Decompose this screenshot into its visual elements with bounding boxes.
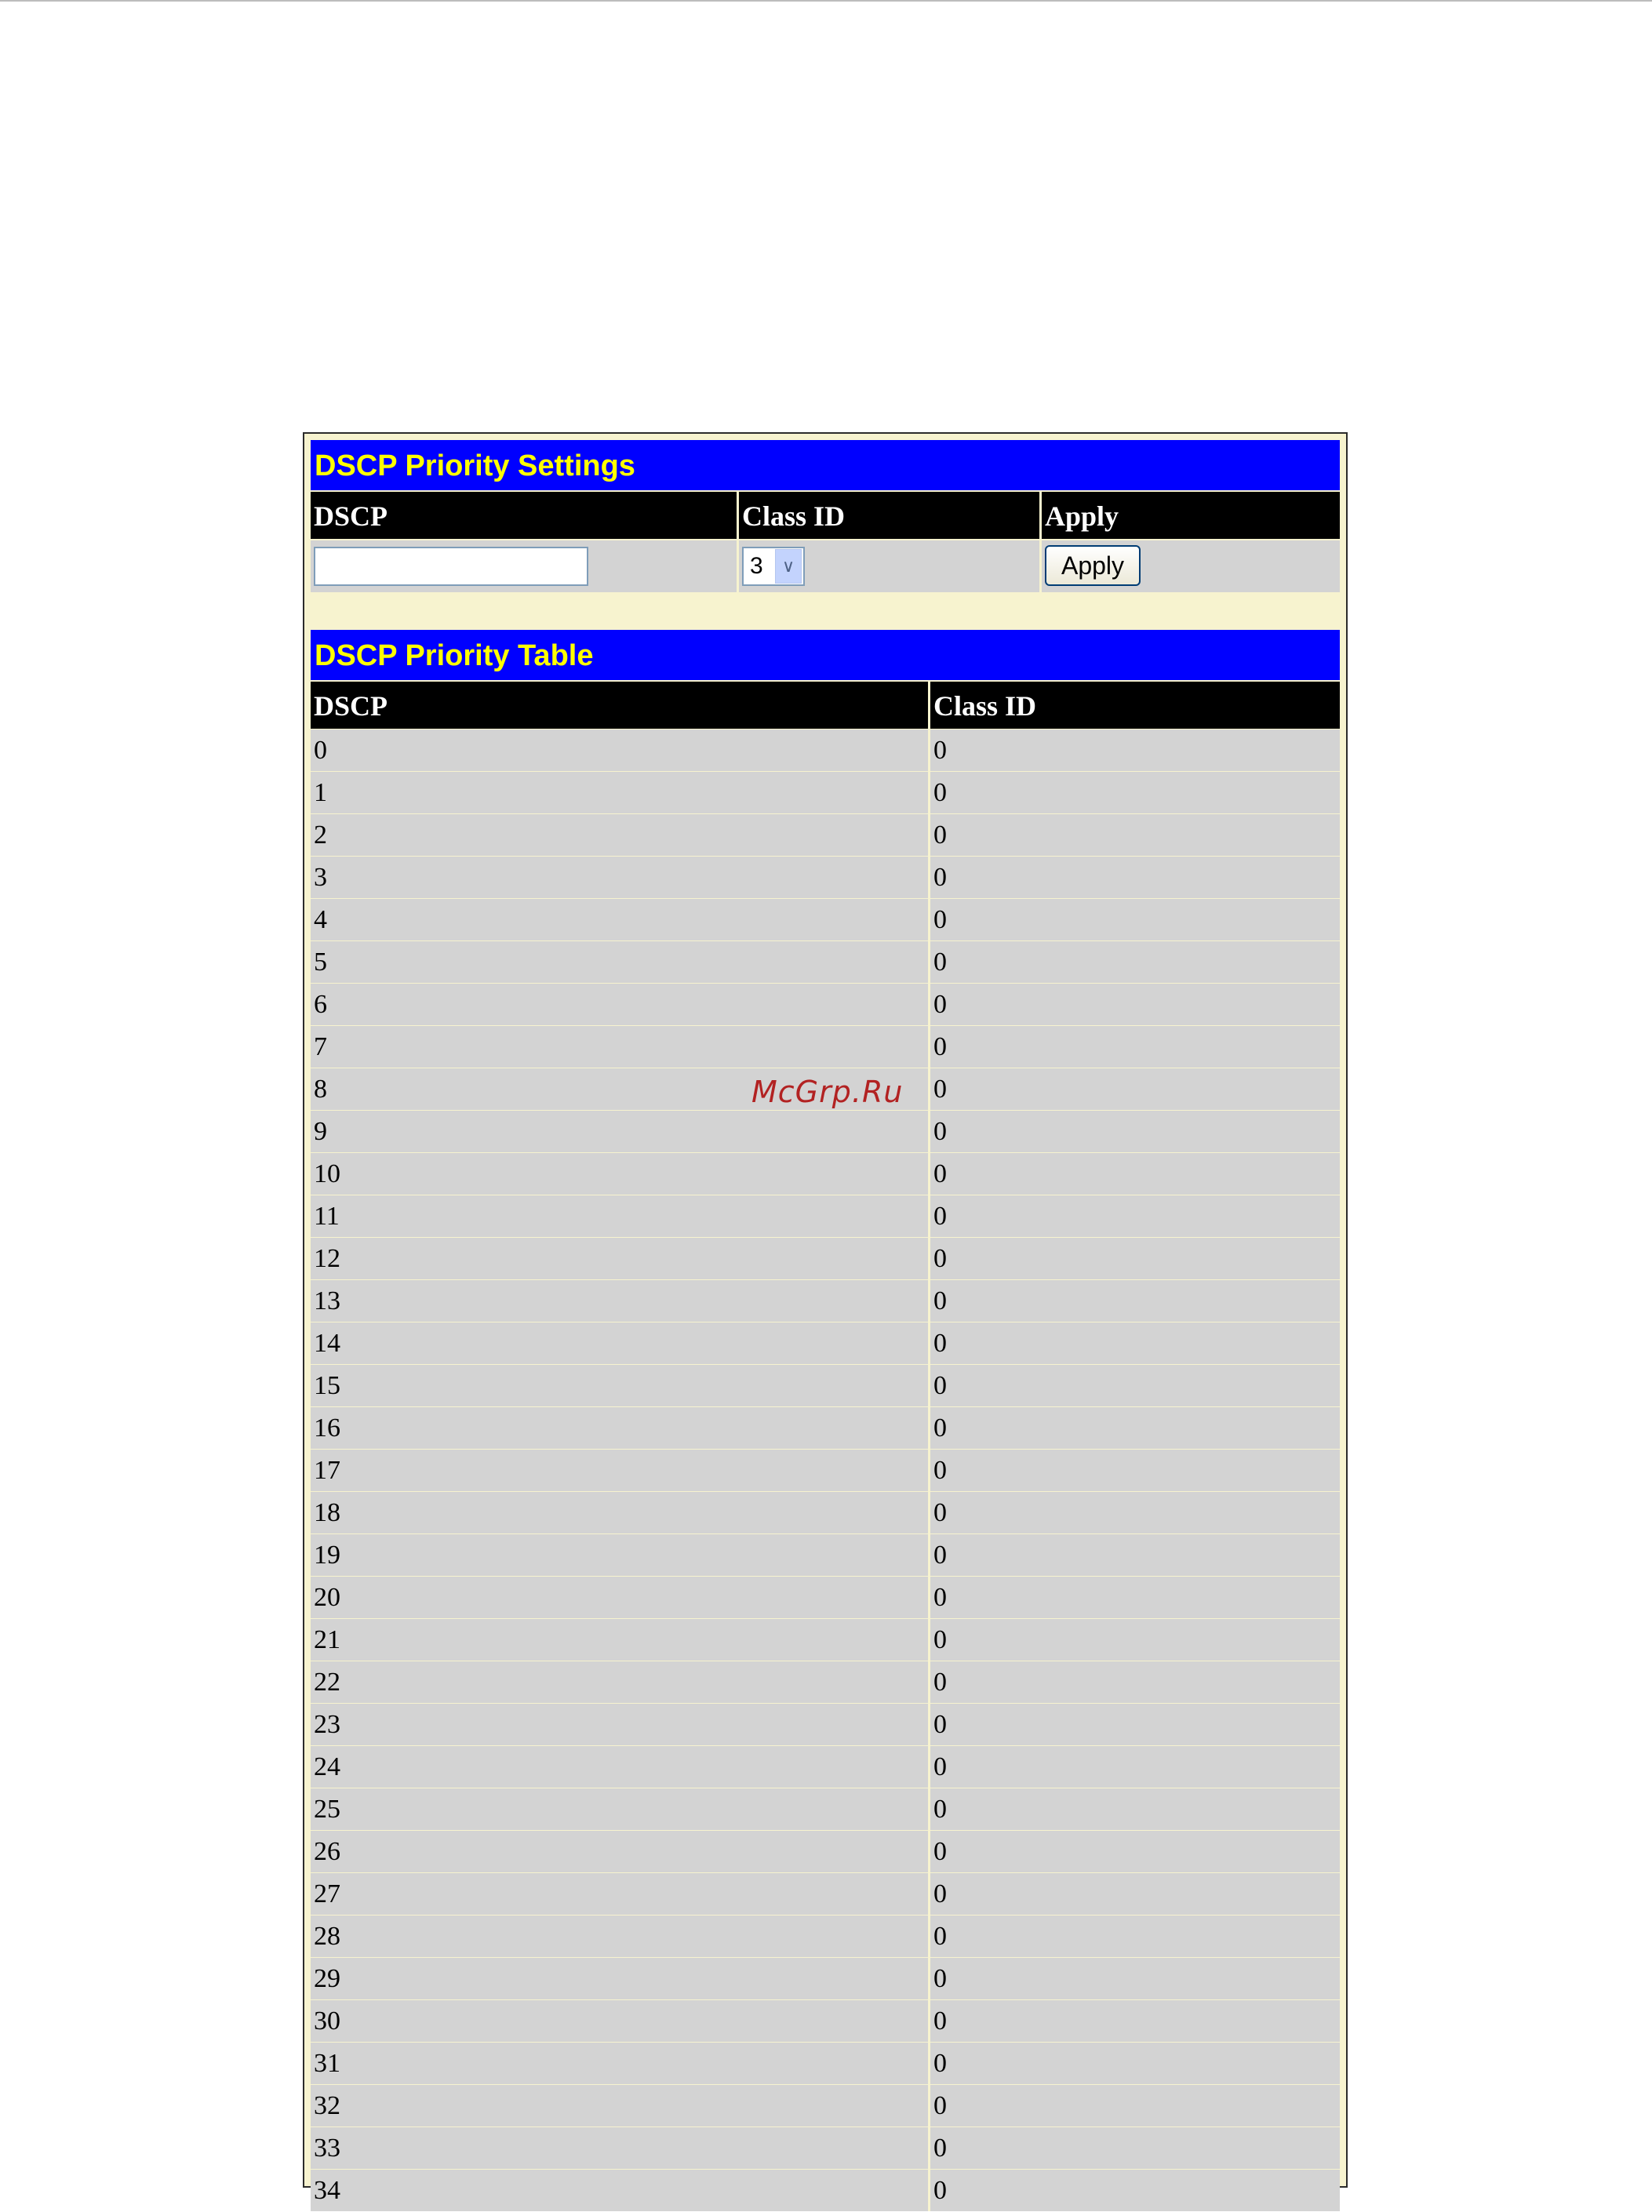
cell-class-id: 0 (933, 1795, 947, 1824)
cell-dscp: 4 (311, 899, 930, 940)
cell-class-id: 0 (933, 1286, 947, 1315)
cell-dscp: 26 (311, 1831, 930, 1872)
table-header-dscp: DSCP (311, 682, 930, 729)
cell-class-id: 0 (933, 1329, 947, 1358)
cell-class-id: 0 (933, 1117, 947, 1146)
table-row (311, 856, 1340, 898)
cell-class-id: 0 (933, 905, 947, 934)
cell-dscp: 19 (311, 1534, 930, 1576)
table-row (311, 1957, 1340, 1999)
cell-dscp: 2 (311, 814, 930, 856)
cell-dscp: 14 (311, 1322, 930, 1364)
table-row (311, 2169, 1340, 2211)
cell-class-id: 0 (933, 1075, 947, 1104)
cell-dscp: 16 (311, 1407, 930, 1449)
cell-dscp: 22 (311, 1661, 930, 1703)
settings-header-apply: Apply (1045, 500, 1119, 532)
table-row (311, 729, 1340, 771)
table-header-class-id: Class ID (933, 690, 1037, 722)
cell-dscp: 18 (311, 1492, 930, 1533)
cell-class-id: 0 (933, 1032, 947, 1061)
table-row (311, 983, 1340, 1025)
cell-dscp: 27 (311, 1873, 930, 1915)
cell-class-id: 0 (933, 2134, 947, 2163)
cell-dscp: 10 (311, 1153, 930, 1195)
cell-dscp: 12 (311, 1238, 930, 1279)
cell-dscp: 23 (311, 1704, 930, 1745)
table-row (311, 1788, 1340, 1830)
cell-dscp: 24 (311, 1746, 930, 1788)
cell-class-id: 0 (933, 2176, 947, 2205)
class-id-selected-value: 3 (750, 553, 763, 579)
cell-dscp: 32 (311, 2085, 930, 2127)
cell-class-id: 0 (933, 1244, 947, 1273)
cell-class-id: 0 (933, 1625, 947, 1654)
table-row (311, 1406, 1340, 1449)
cell-dscp: 8 (311, 1068, 930, 1110)
cell-dscp: 0 (311, 729, 930, 771)
table-row (311, 1195, 1340, 1237)
cell-dscp: 20 (311, 1577, 930, 1618)
cell-dscp: 34 (311, 2170, 930, 2211)
table-row (311, 1661, 1340, 1703)
table-row (311, 1322, 1340, 1364)
table-row (311, 2042, 1340, 2084)
settings-header-class-id: Class ID (739, 492, 1042, 539)
cell-class-id: 0 (933, 948, 947, 977)
cell-class-id: 0 (933, 1456, 947, 1485)
table-row (311, 1279, 1340, 1322)
cell-class-id: 0 (933, 1159, 947, 1188)
table-row (311, 1449, 1340, 1491)
cell-class-id: 0 (933, 1371, 947, 1400)
table-row (311, 1491, 1340, 1533)
cell-class-id: 0 (933, 820, 947, 850)
cell-class-id: 0 (933, 736, 947, 765)
cell-class-id: 0 (933, 1752, 947, 1781)
section-divider (311, 592, 1340, 630)
chevron-down-icon[interactable]: ∨ (775, 549, 802, 584)
cell-class-id: 0 (933, 1710, 947, 1739)
table-row (311, 1703, 1340, 1745)
table-row (311, 1152, 1340, 1195)
cell-class-id: 0 (933, 2006, 947, 2036)
table-row (311, 1576, 1340, 1618)
cell-class-id: 0 (933, 1541, 947, 1570)
cell-dscp: 3 (311, 857, 930, 898)
table-header-row (311, 682, 1340, 729)
cell-dscp: 9 (311, 1111, 930, 1152)
apply-button[interactable]: Apply (1045, 545, 1141, 586)
watermark-text: McGrp.Ru (751, 1075, 904, 1109)
cell-class-id: 0 (933, 1922, 947, 1951)
cell-dscp: 31 (311, 2043, 930, 2084)
dscp-priority-panel (303, 432, 1348, 2205)
class-id-select[interactable] (742, 547, 805, 586)
cell-class-id: 0 (933, 1202, 947, 1231)
settings-title: DSCP Priority Settings (311, 440, 1340, 492)
table-row (311, 1872, 1340, 1915)
cell-class-id: 0 (933, 2091, 947, 2120)
dscp-priority-table (311, 729, 1340, 2211)
cell-class-id: 0 (933, 2049, 947, 2078)
cell-dscp: 15 (311, 1365, 930, 1406)
dscp-input[interactable] (314, 547, 588, 586)
cell-class-id: 0 (933, 990, 947, 1019)
table-row (311, 1830, 1340, 1872)
cell-class-id: 0 (933, 863, 947, 892)
table-row (311, 1618, 1340, 1661)
cell-class-id: 0 (933, 1583, 947, 1612)
table-row (311, 940, 1340, 983)
cell-dscp: 25 (311, 1788, 930, 1830)
cell-dscp: 33 (311, 2127, 930, 2169)
table-row (311, 2127, 1340, 2169)
table-title: DSCP Priority Table (311, 630, 1340, 682)
cell-dscp: 11 (311, 1195, 930, 1237)
cell-dscp: 21 (311, 1619, 930, 1661)
cell-class-id: 0 (933, 1879, 947, 1908)
table-row (311, 1533, 1340, 1576)
cell-class-id: 0 (933, 778, 947, 807)
cell-class-id: 0 (933, 1413, 947, 1443)
table-row (311, 813, 1340, 856)
cell-dscp: 17 (311, 1450, 930, 1491)
page-top-rule (0, 0, 1652, 2)
table-row (311, 1915, 1340, 1957)
cell-class-id: 0 (933, 1964, 947, 1993)
cell-class-id: 0 (933, 1837, 947, 1866)
cell-dscp: 6 (311, 984, 930, 1025)
cell-class-id: 0 (933, 1498, 947, 1527)
cell-dscp: 29 (311, 1958, 930, 1999)
cell-dscp: 30 (311, 2000, 930, 2042)
table-row (311, 1237, 1340, 1279)
table-row (311, 771, 1340, 813)
cell-dscp: 5 (311, 941, 930, 983)
settings-header-dscp: DSCP (311, 492, 739, 539)
table-row (311, 1364, 1340, 1406)
settings-input-row (311, 539, 1340, 592)
table-row (311, 1745, 1340, 1788)
table-row (311, 898, 1340, 940)
table-row (311, 1999, 1340, 2042)
table-row (311, 1110, 1340, 1152)
table-row (311, 2084, 1340, 2127)
cell-class-id: 0 (933, 1668, 947, 1697)
cell-dscp: 13 (311, 1280, 930, 1322)
cell-dscp: 7 (311, 1026, 930, 1068)
settings-header-row (311, 492, 1340, 539)
table-row (311, 1025, 1340, 1068)
cell-dscp: 28 (311, 1915, 930, 1957)
cell-dscp: 1 (311, 772, 930, 813)
